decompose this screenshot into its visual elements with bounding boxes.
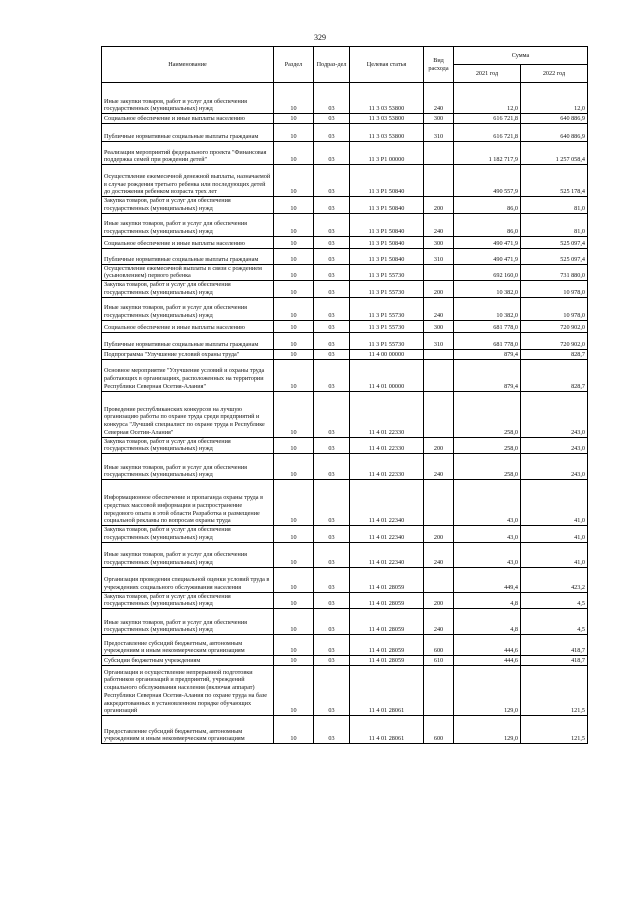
cell-2021: 879,4 [454, 359, 521, 391]
cell-section: 10 [274, 165, 314, 197]
cell-section: 10 [274, 359, 314, 391]
cell-section: 10 [274, 264, 314, 281]
cell-2022: 828,7 [521, 349, 588, 359]
cell-2022: 41,0 [521, 480, 588, 526]
cell-target: 11 4 00 00000 [350, 349, 424, 359]
cell-2022: 418,7 [521, 635, 588, 656]
table-row [102, 437, 588, 454]
cell-name: Закупка товаров, работ и услуг для обеспечения государственных (муниципальных) нужд [102, 437, 274, 454]
cell-expense-type [424, 264, 454, 281]
cell-2021: 4,8 [454, 609, 521, 635]
cell-2021: 12,0 [454, 83, 521, 114]
cell-2021: 879,4 [454, 349, 521, 359]
table-row [102, 716, 588, 744]
cell-section: 10 [274, 391, 314, 437]
cell-2022: 731 880,0 [521, 264, 588, 281]
cell-2021: 1 182 717,9 [454, 142, 521, 165]
cell-name: Публичные нормативные социальные выплаты гражданам [102, 248, 274, 264]
cell-expense-type: 240 [424, 83, 454, 114]
cell-subsection: 03 [314, 437, 350, 454]
cell-2022: 10 978,0 [521, 281, 588, 298]
cell-2021: 681 778,0 [454, 332, 521, 349]
cell-target: 11 3 03 53800 [350, 124, 424, 142]
cell-subsection: 03 [314, 83, 350, 114]
cell-target: 11 4 01 22340 [350, 542, 424, 567]
cell-2021: 444,6 [454, 656, 521, 666]
cell-section: 10 [274, 567, 314, 592]
cell-expense-type [424, 359, 454, 391]
table-row [102, 391, 588, 437]
cell-2022: 243,0 [521, 437, 588, 454]
cell-subsection: 03 [314, 391, 350, 437]
cell-2022: 418,7 [521, 656, 588, 666]
cell-2021: 43,0 [454, 526, 521, 543]
cell-2022: 423,2 [521, 567, 588, 592]
cell-name: Организация и осуществление непрерывной подготовки работников организаций и предприятий, учреждений социального обслуживания населения (включая аппарат) Республики Северная Осетия-Алания по охране труда на базе аккредитованных в установленном порядке обучающих организаций [102, 666, 274, 716]
cell-2021: 681 778,0 [454, 320, 521, 332]
header-sum: Сумма [454, 47, 588, 65]
table-row [102, 359, 588, 391]
cell-expense-type: 240 [424, 213, 454, 236]
cell-2022: 525 178,4 [521, 165, 588, 197]
cell-expense-type: 200 [424, 526, 454, 543]
table-row [102, 264, 588, 281]
cell-subsection: 03 [314, 281, 350, 298]
cell-target: 11 4 01 22330 [350, 437, 424, 454]
cell-expense-type: 240 [424, 454, 454, 480]
cell-target: 11 3 P1 50840 [350, 236, 424, 248]
cell-name: Субсидии бюджетным учреждениям [102, 656, 274, 666]
cell-subsection: 03 [314, 264, 350, 281]
cell-2021: 258,0 [454, 391, 521, 437]
cell-expense-type: 200 [424, 437, 454, 454]
cell-section: 10 [274, 716, 314, 744]
table-body [102, 83, 588, 744]
cell-2021: 10 382,0 [454, 281, 521, 298]
cell-target: 11 3 P1 50840 [350, 197, 424, 214]
cell-2022: 525 097,4 [521, 248, 588, 264]
cell-2022: 640 886,9 [521, 124, 588, 142]
table-row [102, 526, 588, 543]
cell-subsection: 03 [314, 213, 350, 236]
cell-2021: 692 160,0 [454, 264, 521, 281]
table-row [102, 454, 588, 480]
budget-table [101, 46, 588, 744]
cell-2021: 490 557,9 [454, 165, 521, 197]
header-expense: Вид расхода [424, 47, 454, 83]
cell-name: Осуществление ежемесячной выплаты в связи с рождением (усыновлением) первого ребенка [102, 264, 274, 281]
cell-2021: 490 471,9 [454, 248, 521, 264]
cell-target: 11 3 P1 55730 [350, 281, 424, 298]
cell-section: 10 [274, 297, 314, 320]
header-target: Целевая статья [350, 47, 424, 83]
cell-section: 10 [274, 248, 314, 264]
cell-name: Реализация мероприятий федерального проекта "Финансовая поддержка семей при рождении детей" [102, 142, 274, 165]
cell-2022: 720 902,0 [521, 332, 588, 349]
cell-subsection: 03 [314, 609, 350, 635]
cell-2022: 640 886,9 [521, 114, 588, 124]
cell-target: 11 3 P1 50840 [350, 248, 424, 264]
header-year-2021: 2021 год [454, 65, 521, 83]
cell-2021: 258,0 [454, 437, 521, 454]
cell-expense-type: 600 [424, 635, 454, 656]
cell-name: Социальное обеспечение и иные выплаты населению [102, 236, 274, 248]
cell-target: 11 4 01 28059 [350, 609, 424, 635]
cell-target: 11 3 P1 55730 [350, 320, 424, 332]
cell-target: 11 3 P1 50840 [350, 213, 424, 236]
cell-name: Закупка товаров, работ и услуг для обеспечения государственных (муниципальных) нужд [102, 281, 274, 298]
cell-section: 10 [274, 114, 314, 124]
table-row [102, 236, 588, 248]
cell-subsection: 03 [314, 567, 350, 592]
cell-2021: 43,0 [454, 542, 521, 567]
cell-section: 10 [274, 349, 314, 359]
cell-expense-type: 610 [424, 656, 454, 666]
table-row [102, 165, 588, 197]
cell-subsection: 03 [314, 165, 350, 197]
cell-target: 11 4 01 22340 [350, 526, 424, 543]
cell-expense-type: 240 [424, 297, 454, 320]
cell-subsection: 03 [314, 142, 350, 165]
cell-2022: 243,0 [521, 454, 588, 480]
cell-subsection: 03 [314, 320, 350, 332]
cell-subsection: 03 [314, 592, 350, 609]
cell-target: 11 4 01 28059 [350, 656, 424, 666]
cell-section: 10 [274, 592, 314, 609]
cell-target: 11 4 01 28061 [350, 666, 424, 716]
cell-expense-type: 310 [424, 332, 454, 349]
cell-expense-type [424, 142, 454, 165]
page-number: 329 [314, 33, 326, 42]
cell-target: 11 3 P1 50840 [350, 165, 424, 197]
cell-2022: 828,7 [521, 359, 588, 391]
cell-2021: 129,0 [454, 666, 521, 716]
cell-expense-type: 240 [424, 542, 454, 567]
cell-name: Закупка товаров, работ и услуг для обеспечения государственных (муниципальных) нужд [102, 526, 274, 543]
cell-target: 11 4 01 28059 [350, 592, 424, 609]
cell-2022: 41,0 [521, 526, 588, 543]
cell-section: 10 [274, 281, 314, 298]
cell-subsection: 03 [314, 236, 350, 248]
cell-name: Социальное обеспечение и иные выплаты населению [102, 114, 274, 124]
cell-name: Иные закупки товаров, работ и услуг для обеспечения государственных (муниципальных) нужд [102, 454, 274, 480]
cell-2022: 525 097,4 [521, 236, 588, 248]
cell-section: 10 [274, 142, 314, 165]
cell-name: Социальное обеспечение и иные выплаты населению [102, 320, 274, 332]
cell-section: 10 [274, 542, 314, 567]
cell-2021: 86,0 [454, 213, 521, 236]
cell-section: 10 [274, 666, 314, 716]
cell-target: 11 3 P1 55730 [350, 332, 424, 349]
cell-name: Иные закупки товаров, работ и услуг для обеспечения государственных (муниципальных) нужд [102, 609, 274, 635]
cell-2021: 129,0 [454, 716, 521, 744]
cell-section: 10 [274, 124, 314, 142]
cell-2022: 720 902,0 [521, 320, 588, 332]
table-row [102, 142, 588, 165]
cell-section: 10 [274, 197, 314, 214]
cell-2021: 4,8 [454, 592, 521, 609]
cell-subsection: 03 [314, 332, 350, 349]
cell-target: 11 4 01 22340 [350, 480, 424, 526]
cell-name: Основное мероприятие "Улучшение условий и охраны труда работающих в организациях, расположенных на территории Республики Северная Осетия-Алания" [102, 359, 274, 391]
cell-section: 10 [274, 480, 314, 526]
cell-expense-type: 200 [424, 197, 454, 214]
cell-expense-type [424, 349, 454, 359]
cell-expense-type: 200 [424, 281, 454, 298]
cell-subsection: 03 [314, 480, 350, 526]
table-row [102, 609, 588, 635]
cell-2021: 449,4 [454, 567, 521, 592]
cell-name: Проведение республиканских конкурсов на лучшую организацию работы по охране труда среди предприятий и конкурса "Лучший специалист по охране труда в Республике Северная Осетия-Алания" [102, 391, 274, 437]
cell-section: 10 [274, 332, 314, 349]
cell-section: 10 [274, 320, 314, 332]
cell-section: 10 [274, 609, 314, 635]
cell-subsection: 03 [314, 716, 350, 744]
table-row [102, 124, 588, 142]
table-row [102, 248, 588, 264]
cell-2022: 41,0 [521, 542, 588, 567]
cell-name: Закупка товаров, работ и услуг для обеспечения государственных (муниципальных) нужд [102, 197, 274, 214]
cell-2022: 12,0 [521, 83, 588, 114]
cell-name: Предоставление субсидий бюджетным, автономным учреждениям и иным некоммерческим организациям [102, 716, 274, 744]
cell-subsection: 03 [314, 359, 350, 391]
cell-target: 11 3 P1 55730 [350, 297, 424, 320]
table-row [102, 567, 588, 592]
cell-expense-type [424, 391, 454, 437]
cell-subsection: 03 [314, 114, 350, 124]
table-row [102, 297, 588, 320]
cell-subsection: 03 [314, 526, 350, 543]
cell-expense-type [424, 666, 454, 716]
cell-name: Предоставление субсидий бюджетным, автономным учреждениям и иным некоммерческим организациям [102, 635, 274, 656]
cell-name: Осуществление ежемесячной денежной выплаты, назначаемой в случае рождения третьего ребенка или последующих детей до достижения ребенком возраста трех лет [102, 165, 274, 197]
header-year-2022: 2022 год [521, 65, 588, 83]
cell-section: 10 [274, 236, 314, 248]
cell-2022: 121,5 [521, 716, 588, 744]
table-row [102, 480, 588, 526]
cell-expense-type [424, 165, 454, 197]
cell-expense-type [424, 480, 454, 526]
cell-name: Организация проведения специальной оценки условий труда в учреждениях социального обслуживания населения [102, 567, 274, 592]
cell-2021: 258,0 [454, 454, 521, 480]
cell-target: 11 3 P1 00000 [350, 142, 424, 165]
cell-2022: 1 257 058,4 [521, 142, 588, 165]
cell-target: 11 4 01 28061 [350, 716, 424, 744]
cell-2021: 10 382,0 [454, 297, 521, 320]
cell-target: 11 4 01 28059 [350, 635, 424, 656]
cell-2022: 4,5 [521, 592, 588, 609]
table-row [102, 542, 588, 567]
cell-target: 11 3 P1 55730 [350, 264, 424, 281]
cell-expense-type: 200 [424, 592, 454, 609]
cell-subsection: 03 [314, 297, 350, 320]
cell-2022: 4,5 [521, 609, 588, 635]
cell-expense-type: 240 [424, 609, 454, 635]
cell-name: Информационное обеспечение и пропаганда охраны труда в средствах массовой информации и распространение передового опыта в этой области Разработка и размещение социальной рекламы по вопросам охраны труда [102, 480, 274, 526]
cell-target: 11 4 01 22330 [350, 391, 424, 437]
cell-subsection: 03 [314, 248, 350, 264]
cell-section: 10 [274, 526, 314, 543]
table-row [102, 281, 588, 298]
cell-2021: 43,0 [454, 480, 521, 526]
cell-name: Подпрограмма "Улучшение условий охраны труда" [102, 349, 274, 359]
cell-2022: 121,5 [521, 666, 588, 716]
header-section: Раздел [274, 47, 314, 83]
cell-subsection: 03 [314, 197, 350, 214]
cell-2022: 243,0 [521, 391, 588, 437]
cell-subsection: 03 [314, 124, 350, 142]
cell-subsection: 03 [314, 542, 350, 567]
cell-name: Публичные нормативные социальные выплаты гражданам [102, 124, 274, 142]
cell-section: 10 [274, 437, 314, 454]
cell-target: 11 3 03 53800 [350, 83, 424, 114]
cell-expense-type: 310 [424, 124, 454, 142]
cell-section: 10 [274, 454, 314, 480]
cell-expense-type: 310 [424, 248, 454, 264]
cell-name: Иные закупки товаров, работ и услуг для обеспечения государственных (муниципальных) нужд [102, 542, 274, 567]
cell-2021: 490 471,9 [454, 236, 521, 248]
table-row [102, 213, 588, 236]
table-row [102, 114, 588, 124]
cell-subsection: 03 [314, 635, 350, 656]
cell-2022: 81,0 [521, 213, 588, 236]
cell-expense-type: 300 [424, 236, 454, 248]
cell-section: 10 [274, 213, 314, 236]
cell-name: Публичные нормативные социальные выплаты гражданам [102, 332, 274, 349]
cell-name: Закупка товаров, работ и услуг для обеспечения государственных (муниципальных) нужд [102, 592, 274, 609]
table-row [102, 83, 588, 114]
cell-2021: 86,0 [454, 197, 521, 214]
table-row [102, 332, 588, 349]
cell-expense-type [424, 567, 454, 592]
table-row [102, 592, 588, 609]
table-row [102, 320, 588, 332]
cell-name: Иные закупки товаров, работ и услуг для обеспечения государственных (муниципальных) нужд [102, 213, 274, 236]
cell-subsection: 03 [314, 656, 350, 666]
cell-2022: 10 978,0 [521, 297, 588, 320]
cell-2022: 81,0 [521, 197, 588, 214]
cell-subsection: 03 [314, 666, 350, 716]
cell-name: Иные закупки товаров, работ и услуг для обеспечения государственных (муниципальных) нужд [102, 297, 274, 320]
cell-2021: 444,6 [454, 635, 521, 656]
cell-section: 10 [274, 635, 314, 656]
table-row [102, 666, 588, 716]
table-row [102, 197, 588, 214]
cell-subsection: 03 [314, 349, 350, 359]
cell-expense-type: 300 [424, 320, 454, 332]
cell-target: 11 4 01 28059 [350, 567, 424, 592]
cell-section: 10 [274, 83, 314, 114]
cell-name: Иные закупки товаров, работ и услуг для обеспечения государственных (муниципальных) нужд [102, 83, 274, 114]
cell-subsection: 03 [314, 454, 350, 480]
header-name: Наименование [102, 47, 274, 83]
cell-2021: 616 721,8 [454, 124, 521, 142]
cell-target: 11 3 03 53800 [350, 114, 424, 124]
table-row [102, 635, 588, 656]
cell-expense-type: 300 [424, 114, 454, 124]
cell-target: 11 4 01 22330 [350, 454, 424, 480]
cell-2021: 616 721,8 [454, 114, 521, 124]
header-subsection: Подраз-дел [314, 47, 350, 83]
cell-expense-type: 600 [424, 716, 454, 744]
cell-section: 10 [274, 656, 314, 666]
table-row [102, 656, 588, 666]
cell-target: 11 4 01 00000 [350, 359, 424, 391]
table-row [102, 349, 588, 359]
